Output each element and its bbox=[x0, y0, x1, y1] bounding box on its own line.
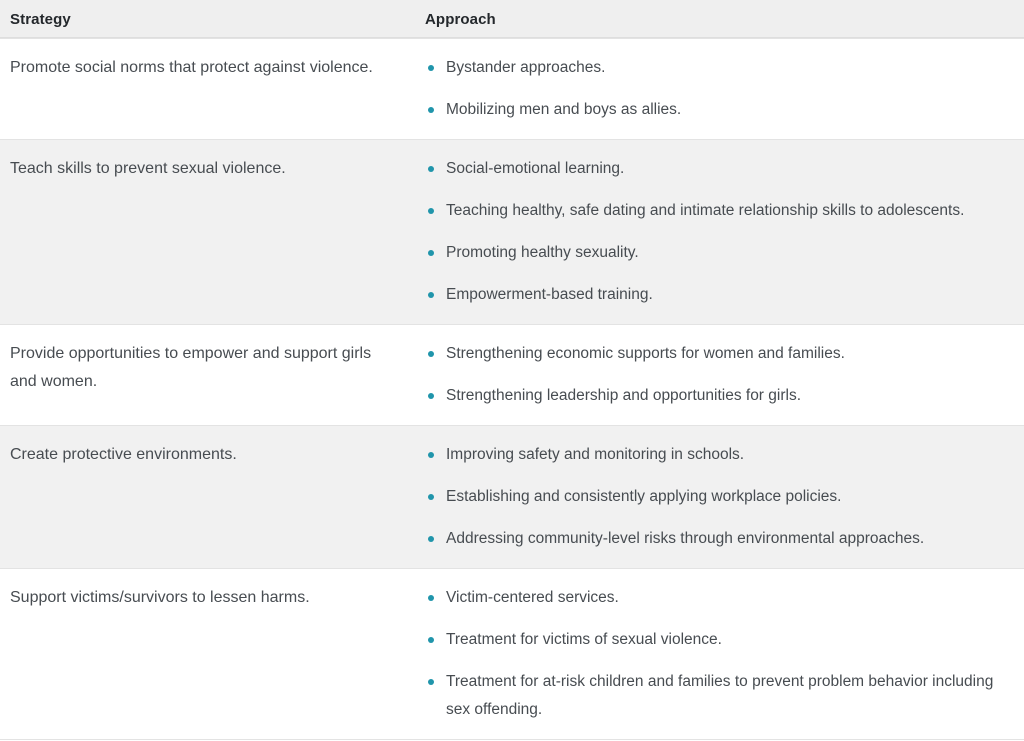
bullet-icon bbox=[428, 637, 434, 643]
strategy-cell: Support victims/survivors to lessen harms. bbox=[10, 589, 310, 606]
approach-item-label: Mobilizing men and boys as allies. bbox=[446, 101, 682, 118]
bullet-icon bbox=[428, 107, 434, 113]
approach-item-label: Bystander approaches. bbox=[446, 59, 606, 76]
approach-item bbox=[428, 626, 1014, 654]
approach-item-label: Strengthening leadership and opportunities for girls. bbox=[446, 387, 802, 404]
table-row bbox=[0, 568, 1024, 739]
approach-item bbox=[428, 340, 1014, 368]
approach-list bbox=[415, 426, 1024, 568]
column-header-approach: Approach bbox=[425, 10, 496, 28]
strategy-cell: Provide opportunities to empower and support girls and women. bbox=[10, 345, 372, 390]
bullet-icon bbox=[428, 494, 434, 500]
approach-item-label: Treatment for victims of sexual violence. bbox=[446, 631, 722, 648]
approach-item bbox=[428, 382, 1014, 410]
bullet-icon bbox=[428, 536, 434, 542]
bullet-icon bbox=[428, 208, 434, 214]
strategy-cell: Teach skills to prevent sexual violence. bbox=[10, 160, 286, 177]
approach-list bbox=[415, 325, 1024, 425]
approach-item bbox=[428, 584, 1014, 612]
approach-item-label: Addressing community-level risks through environmental approaches. bbox=[446, 530, 925, 547]
strategy-cell: Create protective environments. bbox=[10, 446, 237, 463]
approach-item-label: Promoting healthy sexuality. bbox=[446, 244, 639, 261]
approach-item bbox=[428, 668, 1014, 724]
approach-item-label: Treatment for at-risk children and families to prevent problem behavior including sex offending. bbox=[446, 673, 994, 718]
table-row bbox=[0, 425, 1024, 568]
approach-list bbox=[415, 569, 1024, 739]
approach-item bbox=[428, 281, 1014, 309]
approach-item-label: Victim-centered services. bbox=[446, 589, 619, 606]
approach-item bbox=[428, 441, 1014, 469]
approach-item-label: Establishing and consistently applying workplace policies. bbox=[446, 488, 842, 505]
approach-list bbox=[415, 140, 1024, 324]
bullet-icon bbox=[428, 166, 434, 172]
strategy-cell: Promote social norms that protect against violence. bbox=[10, 59, 373, 76]
bullet-icon bbox=[428, 351, 434, 357]
approach-item bbox=[428, 525, 1014, 553]
approach-item-label: Teaching healthy, safe dating and intimate relationship skills to adolescents. bbox=[446, 202, 965, 219]
approach-item-label: Social-emotional learning. bbox=[446, 160, 625, 177]
bullet-icon bbox=[428, 595, 434, 601]
approach-item-label: Empowerment-based training. bbox=[446, 286, 653, 303]
table-header-row bbox=[0, 0, 1024, 38]
approach-item-label: Improving safety and monitoring in schools. bbox=[446, 446, 745, 463]
bullet-icon bbox=[428, 393, 434, 399]
column-header-strategy: Strategy bbox=[10, 10, 71, 28]
bullet-icon bbox=[428, 452, 434, 458]
approach-item-label: Strengthening economic supports for women and families. bbox=[446, 345, 845, 362]
table-row bbox=[0, 324, 1024, 425]
approach-list bbox=[415, 39, 1024, 139]
bullet-icon bbox=[428, 292, 434, 298]
table-row bbox=[0, 139, 1024, 324]
approach-item bbox=[428, 483, 1014, 511]
approach-item bbox=[428, 239, 1014, 267]
bullet-icon bbox=[428, 65, 434, 71]
bullet-icon bbox=[428, 679, 434, 685]
approach-item bbox=[428, 155, 1014, 183]
bullet-icon bbox=[428, 250, 434, 256]
approach-item bbox=[428, 96, 1014, 124]
table-row bbox=[0, 38, 1024, 139]
approach-item bbox=[428, 54, 1014, 82]
approach-item bbox=[428, 197, 1014, 225]
